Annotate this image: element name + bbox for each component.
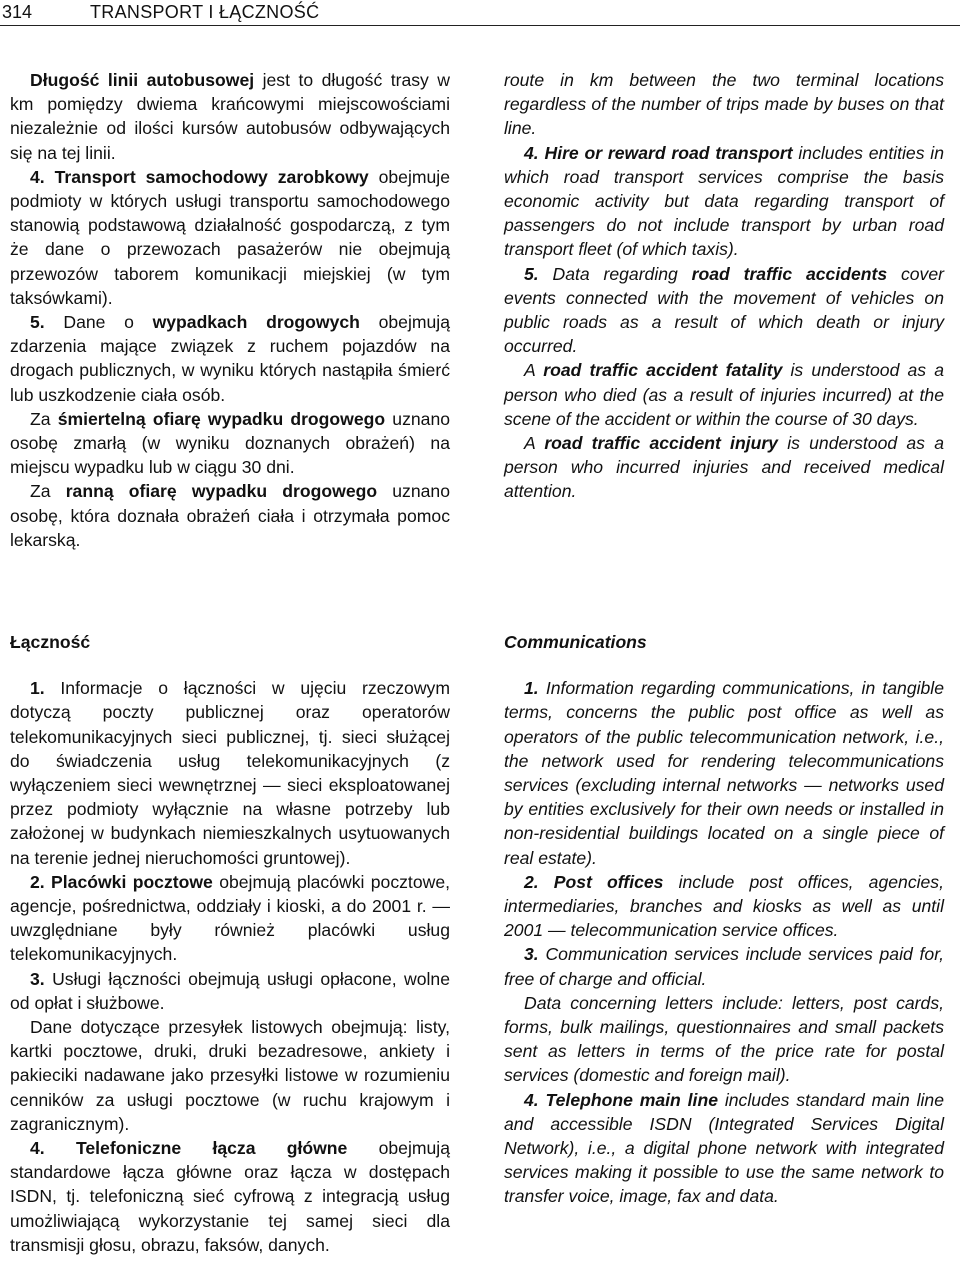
text: Za — [30, 408, 58, 429]
post-offices-pl — [10, 870, 450, 967]
hire-transport-en — [504, 141, 944, 262]
item-number: 3. — [524, 944, 539, 965]
term: Post offices — [538, 871, 664, 892]
accident-injury-en — [504, 431, 944, 504]
accident-fatality-pl — [10, 407, 450, 480]
definition-text: Communication services include services paid for, free of charge and official. — [504, 944, 944, 989]
main-lines-pl — [10, 1136, 450, 1257]
text: Za — [30, 481, 66, 502]
term: śmiertelną ofiarę wypadku drogowego — [57, 408, 386, 429]
term: road traffic accidents — [691, 263, 888, 284]
definition-text: includes standard main line and accessible ISDN (Integrated Services Digital Network), i.e., a digital phone network with integrated services making it possible to use the same network to transfer voice, image, fax and data. — [504, 1089, 944, 1207]
definition-text: obejmuje podmioty w których usługi transportu samochodowego stanowią podstawową działalność gospodarczą, z tym że dane o przewozach pasażerów nie obejmują przewozów taborem komunikacji miejskiej (w tym taksówkami). — [10, 166, 450, 308]
item-number: 4. — [30, 1138, 45, 1159]
item-number: 1. — [30, 678, 45, 699]
term: Placówki pocztowe — [44, 871, 213, 892]
comm-services-pl — [10, 967, 450, 1015]
section-heading-pl: Łączność — [10, 632, 91, 652]
section-heading-en: Communications — [504, 632, 647, 652]
text: Data regarding — [538, 263, 692, 284]
definition-text: obejmują zdarzenia mające związek z ruchem pojazdów na drogach publicznych, w wyniku których nastąpiła śmierć lub uszkodzenie ciała osób. — [10, 312, 450, 405]
definition-text: jest to długość trasy w km pomiędzy dwiema krańcowymi miejscowościami niezależnie od ilości kursów autobusów odbywających się na tej linii. — [10, 70, 450, 163]
definition-text: Usługi łączności obejmują usługi opłacone, wolne od opłat i służbowe. — [10, 968, 450, 1013]
definition-text: cover events connected with the movement of vehicles on public roads as a result of which death or injury occurred. — [504, 263, 944, 357]
item-number: 3. — [30, 968, 45, 989]
definition-text: route in km between the two terminal locations regardless of the number of trips made by buses on that line. — [504, 70, 944, 139]
bus-line-length-pl — [10, 68, 450, 165]
main-lines-en — [504, 1088, 944, 1209]
definition-text: Informacje o łączności w ujęciu rzeczowym dotyczą poczty publicznej oraz operatorów telekomunikacyjnych sieci publicznej, tj. sieci służącej do świadczenia usług telekomunikacyjnych (z wyłączeniem sieci wewnętrznej — sieci eksploatowanej przez podmioty wyłącznie na własne potrzeby lub założonej w budynkach niemieszkalnych usytuowanych na terenie jednej nieruchomości gruntowej). — [10, 678, 450, 868]
definition-text: Data concerning letters include: letters, post cards, forms, bulk mailings, questionnaires and small packets sent as letters in terms of the price rate for postal services (domestic and foreign mail). — [504, 992, 944, 1086]
term: Długość linii autobusowej — [30, 70, 255, 90]
term: road traffic accident injury — [544, 433, 778, 454]
comm-info-en — [504, 676, 944, 870]
bus-line-length-en — [504, 68, 944, 141]
post-offices-en — [504, 870, 944, 943]
accident-fatality-en — [504, 358, 944, 431]
hire-transport-pl — [10, 165, 450, 310]
letters-en — [504, 991, 944, 1088]
definition-text: includes entities in which road transport services comprise the basis economic activity but data regarding transport of passengers do not include transport by urban road transport fleet (of which taxis). — [504, 142, 944, 260]
definition-text: is understood as a person who died (as a result of injuries incurred) at the scene of the accident or within the course of 30 days. — [504, 360, 944, 429]
item-number: 2. — [30, 871, 45, 892]
definition-text: obejmują placówki pocztowe, agencje, pośrednictwa, oddziały i kioski, a do 2001 r. — uwzględniane były również placówki usług telekomunikacyjnych. — [10, 871, 450, 965]
term: ranną ofiarę wypadku drogowego — [65, 481, 378, 502]
road-accidents-pl — [10, 310, 450, 407]
text: A — [524, 433, 545, 454]
page-header — [0, 0, 960, 26]
term: Telefoniczne łącza główne — [44, 1138, 348, 1159]
item-number: 4. — [30, 166, 55, 187]
definition-text: uznano osobę, która doznała obrażeń ciała i otrzymała pomoc lekarską. — [10, 481, 450, 550]
definition-text: Dane dotyczące przesyłek listowych obejmują: listy, kartki pocztowe, druki, druki bezadresowe, ankiety i pakieciki nadawane jako przesyłki listowe w rozumieniu cenników za usługi pocztowe (w ruchu krajowym i zagranicznym). — [10, 1017, 450, 1134]
definition-text: Information regarding communications, in tangible terms, concerns the public post office as well as operators of the public telecommunication network, i.e., the network used for rendering telecommunications services (excluding internal networks — networks used by entities exclusively for their own needs or installed in non-residential buildings located on a single piece of real estate). — [504, 678, 944, 868]
accident-injury-pl — [10, 479, 450, 552]
term: wypadkach drogowych — [152, 312, 360, 333]
road-accidents-en — [504, 262, 944, 359]
definition-text: is understood as a person who incurred injuries and received medical attention. — [504, 433, 944, 502]
definition-text: include post offices, agencies, intermediaries, branches and kiosks as well as until 2001 — telecommunication service offices. — [504, 871, 944, 941]
communications-pl-column — [10, 630, 450, 1257]
item-number: 2. — [524, 871, 539, 892]
header-rule — [0, 25, 960, 26]
term: Hire or reward road transport — [544, 142, 793, 163]
definition-text: uznano osobę zmarłą (w wyniku doznanych obrażeń) na miejscu wypadku lub w ciągu 30 dni. — [10, 408, 451, 478]
term: Transport samochodowy zarobkowy — [54, 166, 369, 187]
item-number: 5. — [30, 312, 45, 333]
definition-text: obejmują standardowe łącza główne oraz łącza w dostępach ISDN, tj. telefoniczną sieć cyfrową z integracją usług umożliwiającą wykorzystanie tej samej sieci dla transmisji głosu, obrazu, faksów, danych. — [10, 1138, 450, 1255]
comm-info-pl — [10, 676, 450, 870]
comm-services-en — [504, 942, 944, 990]
item-number: 4. — [524, 142, 545, 163]
communications-en-column — [504, 630, 944, 1209]
item-number: 5. — [524, 263, 539, 284]
transport-pl-column — [10, 68, 450, 552]
term: Telephone main line — [538, 1089, 718, 1110]
text: A — [524, 360, 544, 381]
item-number: 1. — [524, 678, 539, 699]
transport-en-column — [504, 68, 944, 504]
text: Dane o — [44, 312, 153, 333]
running-title: TRANSPORT I ŁĄCZNOŚĆ — [90, 2, 320, 22]
page-number: 314 — [2, 2, 33, 22]
term: road traffic accident fatality — [543, 360, 783, 381]
item-number: 4. — [524, 1089, 539, 1110]
letters-pl — [10, 1015, 450, 1136]
